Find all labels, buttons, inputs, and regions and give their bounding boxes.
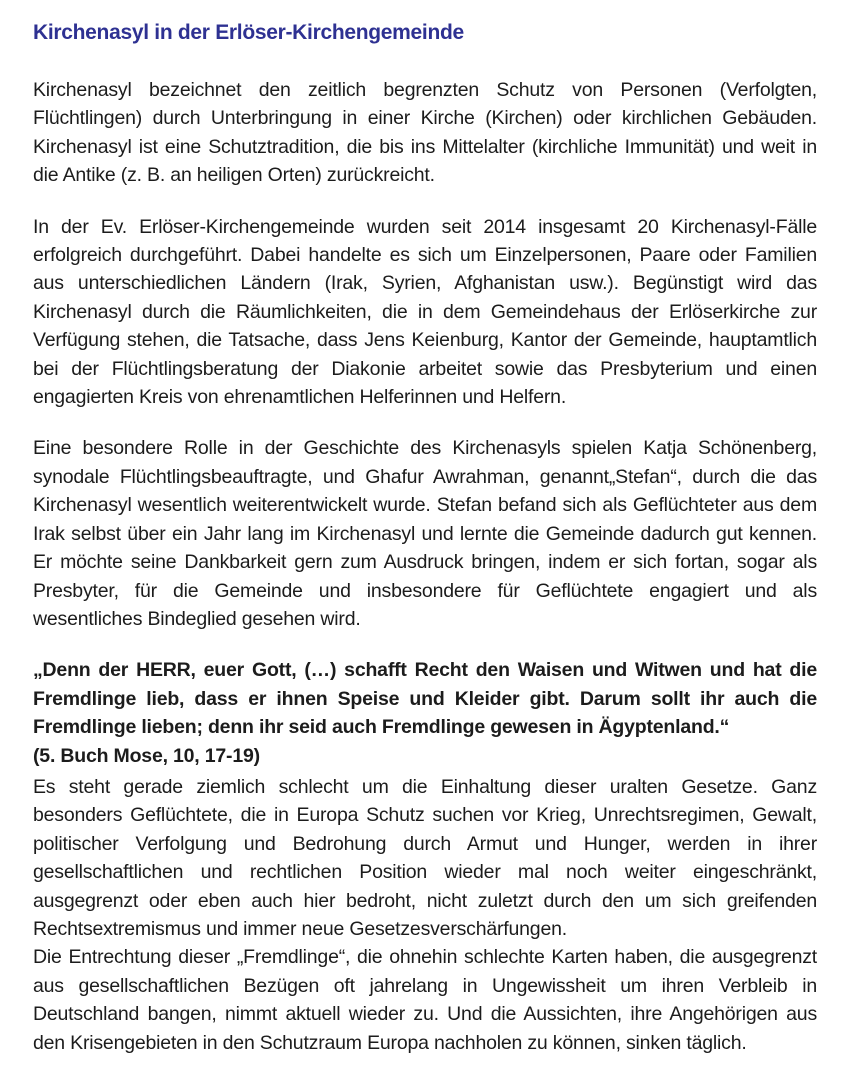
paragraph-einhaltung-gesetze: Es steht gerade ziemlich schlecht um die Einhaltung dieser uralten Gesetze. Ganz besonders Geflüchtete, die in Europa Schutz suchen vor Krieg, Unrechtsregimen, Gewalt, politischer Verfolgung und Bedrohung durch Armut und Hunger, werden in ihrer gesellschaftlichen und rechtlichen Position wieder mal noch weiter eingeschränkt, ausgegrenzt oder eben auch hier bedroht, nicht zuletzt durch den um sich greifenden Rechtsextremismus und immer neue Gesetzesverschärfungen. [33, 775, 817, 940]
paragraph-kirchenasyl-definition: Kirchenasyl bezeichnet den zeitlich begrenzten Schutz von Personen (Verfolgten, Flüchtlingen) durch Unterbringung in einer Kirche (Kirchen) oder kirchlichen Gebäuden. Kirchenasyl ist eine Schutztradition, die bis ins Mittelalter (kirchliche Immunität) und weit in die Antike (z. B. an heiligen Orten) zurückreicht. [33, 79, 817, 187]
bible-quote: „Denn der HERR, euer Gott, (…) schafft Recht den Waisen und Witwen und hat die Fremdlinge lieb, dass er ihnen Speise und Kleider gibt. Darum sollt ihr auch die Fremdlinge lieben; denn ihr seid auch Fremdlinge gewesen in Ägyptenland.“ [33, 659, 817, 739]
document-title: Kirchenasyl in der Erlöser-Kirchengemeinde [33, 21, 464, 44]
bible-quote-citation: (5. Buch Mose, 10, 17-19) [33, 744, 260, 767]
paragraph-entrechtung: Die Entrechtung dieser „Fremdlinge“, die ohnehin schlechte Karten haben, die ausgegrenzt aus gesellschaftlichen Bezügen oft jahrelang in Ungewissheit um ihren Verbleib in Deutschland bangen, nimmt aktuell wieder zu. Und die Aussichten, ihre Angehörigen aus den Krisengebieten in den Schutzraum Europa nachholen zu können, sinken täglich. [33, 946, 817, 1054]
paragraph-gemeinde-faelle: In der Ev. Erlöser-Kirchengemeinde wurden seit 2014 insgesamt 20 Kirchenasyl-Fälle erfolgreich durchgeführt. Dabei handelte es sich um Einzelpersonen, Paare oder Familien aus unterschiedlichen Ländern (Irak, Syrien, Afghanistan usw.). Begünstigt wird das Kirchenasyl durch die Räumlichkeiten, die in dem Gemeindehaus der Erlöserkirche zur Verfügung stehen, die Tatsache, dass Jens Keienburg, Kantor der Gemeinde, hauptamtlich bei der Flüchtlingsberatung der Diakonie arbeitet sowie das Presbyterium und einen engagierten Kreis von ehrenamtlichen Helferinnen und Helfern. [33, 215, 817, 409]
paragraph-besondere-rolle: Eine besondere Rolle in der Geschichte des Kirchenasyls spielen Katja Schönenberg, synodale Flüchtlingsbeauftragte, und Ghafur Awrahman, genannt„Stefan“, durch die das Kirchenasyl wesentlich weiterentwickelt wurde. Stefan befand sich als Geflüchteter aus dem Irak selbst über ein Jahr lang im Kirchenasyl und lernte die Gemeinde dadurch gut kennen. Er möchte seine Dankbarkeit gern zum Ausdruck bringen, indem er sich fortan, sogar als Presbyter, für die Gemeinde und insbesondere für Geflüchtete engagiert und als wesentliches Bindeglied gesehen wird. [33, 437, 817, 630]
